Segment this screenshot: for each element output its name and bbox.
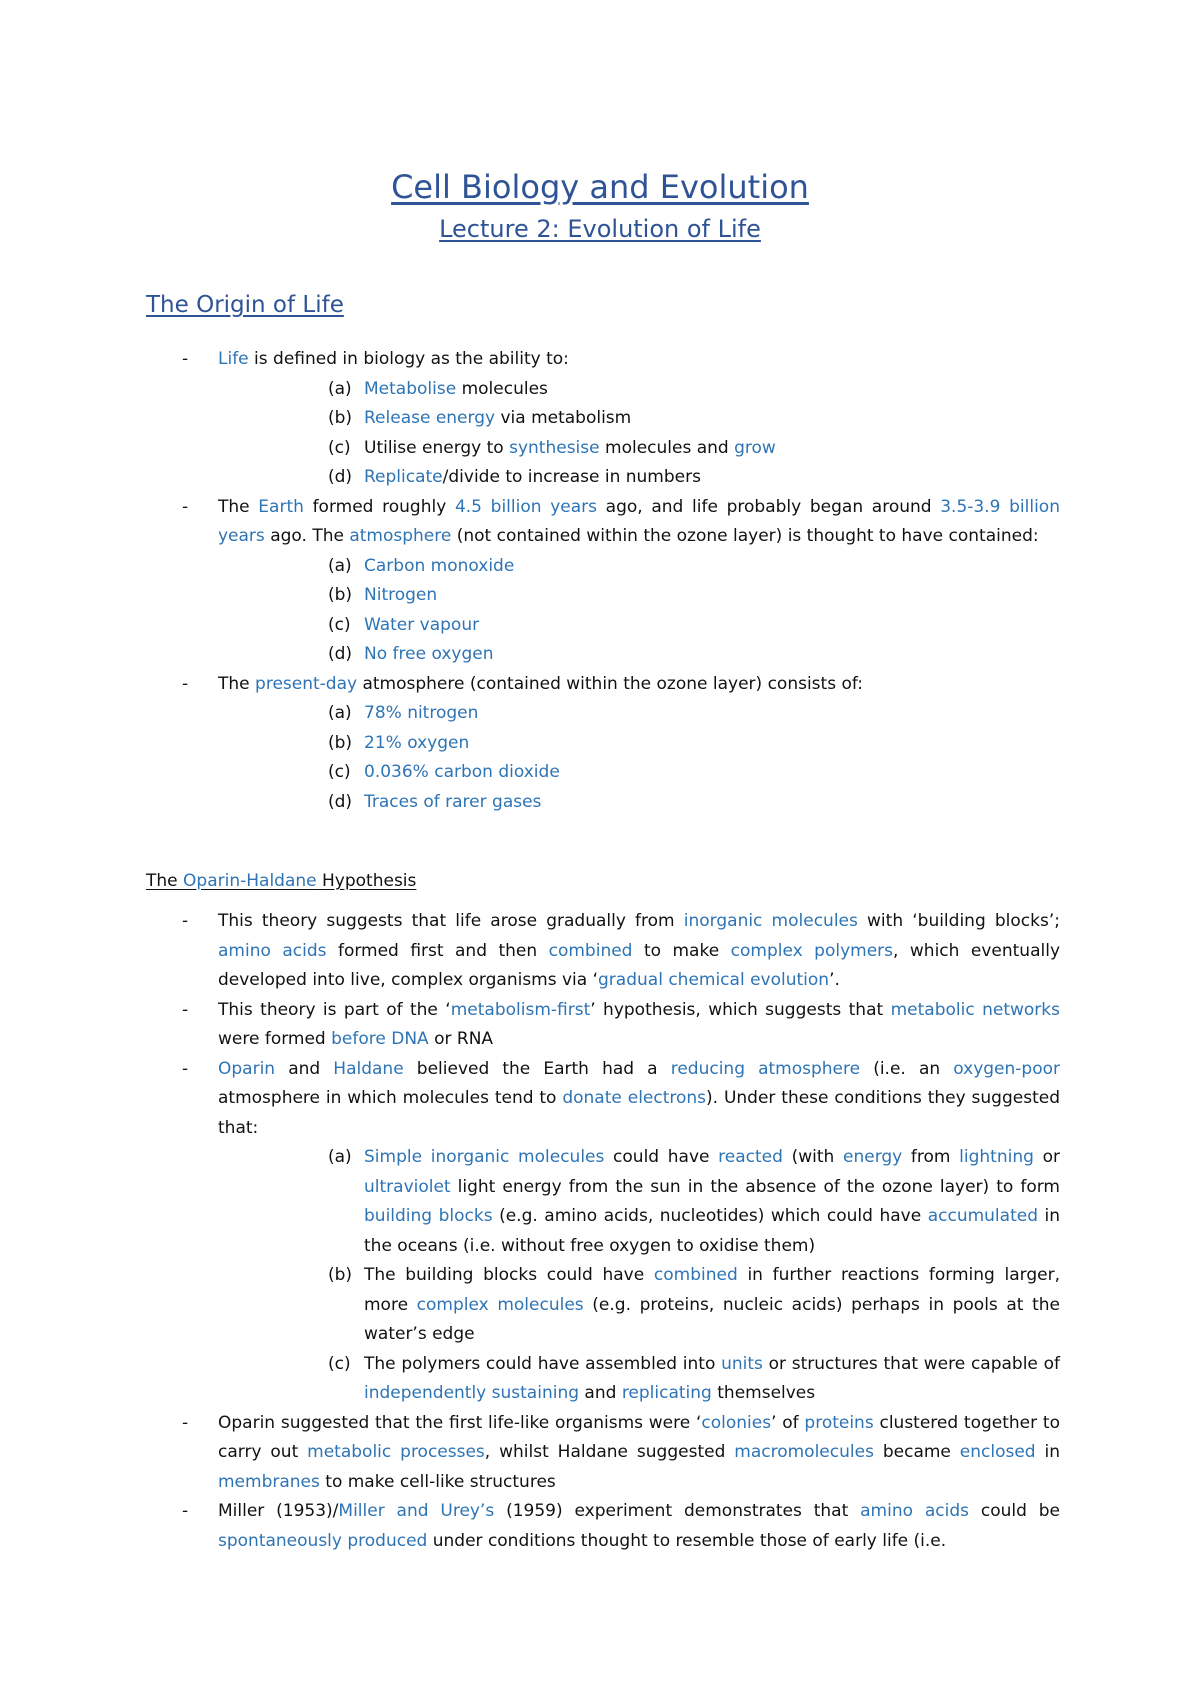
text-run: Miller (1953)/ (218, 1501, 339, 1521)
text-run: believed the Earth had a (403, 1058, 671, 1079)
text-run: The (218, 496, 259, 517)
highlighted-term: grow (734, 437, 776, 458)
sub-list (146, 552, 1060, 670)
text-run: in (1035, 1442, 1060, 1462)
highlighted-term: 0.036% carbon dioxide (364, 762, 560, 782)
text-run: ’ of (771, 1412, 805, 1433)
sub-item-marker: (b) (328, 585, 353, 605)
sub-list-item (328, 729, 1060, 759)
text-run: Utilise energy to (364, 437, 510, 458)
highlighted-term: membranes (218, 1471, 320, 1492)
highlighted-term: Metabolise (364, 378, 457, 399)
sub-item-marker: (b) (328, 1265, 353, 1285)
sub-list-item (328, 463, 1060, 493)
sub-item-marker: (c) (328, 762, 351, 782)
bullet-item (146, 670, 1060, 818)
text-run: (e.g. amino acids, nucleotides) which could have (492, 1206, 928, 1226)
highlighted-term: present-day (255, 673, 358, 694)
text-run: The (146, 871, 184, 891)
bullet-item (146, 493, 1060, 670)
highlighted-term: colonies (701, 1412, 772, 1433)
bullet-dash: - (182, 496, 189, 517)
bullet-dash: - (182, 1412, 189, 1433)
highlighted-term: enclosed (959, 1442, 1036, 1462)
sub-list-item (328, 1350, 1060, 1409)
text-run: themselves (711, 1383, 816, 1403)
highlighted-term: ultraviolet (364, 1176, 451, 1197)
text-run: ). Under these conditions they suggested that: (218, 1088, 1060, 1138)
highlighted-term: energy (843, 1147, 903, 1167)
bullet-item (146, 1055, 1060, 1409)
text-run: via metabolism (495, 408, 632, 428)
sub-item-marker: (d) (328, 791, 353, 812)
text-run: to make cell-like structures (319, 1471, 556, 1492)
highlighted-term: replicating (621, 1383, 712, 1403)
bullet-text (218, 907, 1060, 996)
bullet-text (218, 670, 1060, 700)
text-run: (with (782, 1147, 843, 1167)
highlighted-term: Earth (258, 496, 304, 517)
highlighted-term: Haldane (333, 1058, 404, 1079)
bullet-text (218, 1055, 1060, 1144)
lecture-subtitle: Lecture 2: Evolution of Life (439, 215, 761, 243)
highlighted-term: 21% oxygen (364, 732, 470, 753)
bullet-dash: - (182, 911, 189, 931)
sub-list-item (328, 699, 1060, 729)
text-run: The (218, 673, 256, 694)
sub-list-item (328, 640, 1060, 670)
highlighted-term: metabolism-first (450, 999, 591, 1020)
sub-list-item (328, 788, 1060, 818)
text-run: molecules and (599, 437, 735, 458)
sub-list-item (328, 611, 1060, 641)
text-run: formed roughly (303, 496, 455, 517)
text-run: under conditions thought to resemble those of early life (i.e. (427, 1530, 947, 1551)
sub-item-marker: (a) (328, 1147, 352, 1167)
document-title: Cell Biology and Evolution (391, 168, 809, 206)
bullet-dash: - (182, 1501, 189, 1521)
highlighted-term: 3.5-3.9 billion years (218, 496, 1060, 546)
text-run: clustered together to carry out (218, 1412, 1060, 1462)
highlighted-term: complex polymers (730, 940, 894, 961)
bullet-group (146, 345, 1060, 817)
text-run: (1959) experiment demonstrates that (494, 1501, 861, 1521)
sub-list-item (328, 552, 1060, 582)
text-run: This theory is part of the ‘ (218, 999, 451, 1020)
section-heading-oparin-haldane (146, 868, 416, 894)
text-run: and (579, 1383, 622, 1403)
text-run: This theory suggests that life arose gradually from (218, 911, 684, 931)
text-run: could have (604, 1147, 719, 1167)
highlighted-term: accumulated (927, 1206, 1038, 1226)
highlighted-term: combined (653, 1265, 738, 1285)
highlighted-term: amino acids (218, 940, 327, 961)
bullet-text (218, 1409, 1060, 1498)
bullet-group (146, 907, 1060, 1556)
highlighted-term: Miller and Urey’s (338, 1501, 495, 1521)
text-run: or RNA (428, 1029, 494, 1049)
text-run: atmosphere in which molecules tend to (218, 1088, 563, 1108)
highlighted-term: synthesise (509, 437, 600, 458)
sub-list (146, 699, 1060, 817)
highlighted-term: gradual chemical evolution (598, 970, 830, 990)
text-run: The polymers could have assembled into (364, 1353, 722, 1374)
highlighted-term: Life (218, 349, 249, 369)
sub-list-item (328, 1261, 1060, 1350)
text-run: Oparin suggested that the first life-like organisms were ‘ (218, 1412, 702, 1433)
text-run: to make (632, 940, 731, 961)
highlighted-term: Release energy (364, 408, 496, 428)
sub-item-marker: (c) (328, 437, 351, 458)
bullet-item (146, 996, 1060, 1055)
sub-list-item (328, 1143, 1060, 1261)
text-run: in the oceans (i.e. without free oxygen to oxidise them) (364, 1206, 1060, 1256)
text-run: from (902, 1147, 960, 1167)
highlighted-term: Oparin (218, 1058, 276, 1079)
sub-list-item (328, 404, 1060, 434)
highlighted-term: No free oxygen (364, 644, 494, 664)
text-run: ’ hypothesis, which suggests that (590, 999, 891, 1020)
highlighted-term: donate electrons (562, 1088, 707, 1108)
sub-list-item (328, 581, 1060, 611)
bullet-item (146, 1409, 1060, 1498)
bullet-item (146, 345, 1060, 493)
highlighted-term: units (721, 1353, 763, 1374)
sub-item-marker: (c) (328, 1353, 351, 1374)
text-run: with ‘building blocks’; (857, 911, 1060, 931)
sub-item-marker: (c) (328, 614, 351, 635)
text-run: is defined in biology as the ability to: (248, 349, 569, 369)
text-run: (e.g. proteins, nucleic acids) perhaps in pools at the water’s edge (364, 1294, 1061, 1344)
highlighted-term: spontaneously produced (218, 1530, 428, 1551)
highlighted-term: reducing atmosphere (670, 1058, 861, 1079)
highlighted-term: inorganic molecules (683, 911, 858, 931)
text-run: or (1033, 1147, 1060, 1167)
highlighted-term: metabolic processes (307, 1442, 485, 1462)
bullet-item (146, 1497, 1060, 1556)
sub-list-item (328, 375, 1060, 405)
text-run: Hypothesis (316, 871, 417, 891)
bullet-dash: - (182, 1058, 189, 1079)
bullet-text (218, 493, 1060, 552)
text-run: could be (969, 1501, 1061, 1521)
sub-list-item (328, 758, 1060, 788)
bullet-dash: - (182, 673, 189, 694)
highlighted-term: independently sustaining (364, 1383, 580, 1403)
text-run: formed first and then (326, 940, 549, 961)
text-run: light energy from the sun in the absence of the ozone layer) to form (450, 1176, 1060, 1197)
text-run: ’. (829, 970, 840, 990)
text-run: and (275, 1058, 334, 1079)
sub-item-marker: (b) (328, 408, 353, 428)
text-run: (i.e. an (860, 1058, 954, 1079)
bullet-dash: - (182, 999, 189, 1020)
text-run: were formed (218, 1029, 332, 1049)
highlighted-term: Traces of rarer gases (364, 791, 542, 812)
highlighted-term: 78% nitrogen (364, 703, 479, 723)
sub-list (146, 1143, 1060, 1409)
highlighted-term: lightning (959, 1147, 1034, 1167)
text-run: became (873, 1442, 960, 1462)
sub-item-marker: (d) (328, 644, 353, 664)
highlighted-term: Carbon monoxide (364, 555, 515, 576)
sub-list (146, 375, 1060, 493)
bullet-text (218, 996, 1060, 1055)
bullet-item (146, 907, 1060, 996)
text-run: in further reactions forming larger, more (364, 1265, 1060, 1315)
text-run: /divide to increase in numbers (442, 467, 701, 487)
text-run: , which eventually developed into live, complex organisms via ‘ (218, 940, 1061, 990)
text-run: (not contained within the ozone layer) is thought to have contained: (451, 526, 1039, 546)
highlighted-term: Water vapour (364, 614, 480, 635)
text-run: atmosphere (contained within the ozone layer) consists of: (357, 673, 863, 694)
highlighted-term: proteins (804, 1412, 874, 1433)
highlighted-term: Oparin-Haldane (183, 871, 317, 891)
highlighted-term: Nitrogen (364, 585, 438, 605)
highlighted-term: oxygen-poor (953, 1058, 1060, 1079)
highlighted-term: amino acids (860, 1501, 969, 1521)
text-run: , whilst Haldane suggested (484, 1442, 735, 1462)
highlighted-term: combined (548, 940, 633, 961)
highlighted-term: building blocks (364, 1206, 493, 1226)
highlighted-term: before DNA (331, 1029, 429, 1049)
highlighted-term: macromolecules (734, 1442, 874, 1462)
text-run: ago. The (264, 526, 350, 546)
text-run: ago, and life probably began around (597, 496, 941, 517)
section-heading-origin: The Origin of Life (146, 292, 344, 318)
highlighted-term: Simple inorganic molecules (364, 1147, 605, 1167)
sub-list-item (328, 434, 1060, 464)
sub-item-marker: (b) (328, 732, 353, 753)
highlighted-term: Replicate (364, 467, 443, 487)
highlighted-term: 4.5 billion years (454, 496, 597, 517)
highlighted-term: reacted (718, 1147, 783, 1167)
sub-item-marker: (a) (328, 378, 352, 399)
sub-item-marker: (a) (328, 555, 352, 576)
highlighted-term: complex molecules (416, 1294, 584, 1315)
sub-item-marker: (a) (328, 703, 352, 723)
highlighted-term: atmosphere (349, 526, 452, 546)
bullet-text (218, 1497, 1060, 1556)
bullet-dash: - (182, 349, 189, 369)
text-run: molecules (456, 378, 548, 399)
bullet-text (218, 345, 1060, 375)
highlighted-term: metabolic networks (890, 999, 1060, 1020)
text-run: or structures that were capable of (762, 1353, 1061, 1374)
text-run: The building blocks could have (364, 1265, 654, 1285)
sub-item-marker: (d) (328, 467, 353, 487)
